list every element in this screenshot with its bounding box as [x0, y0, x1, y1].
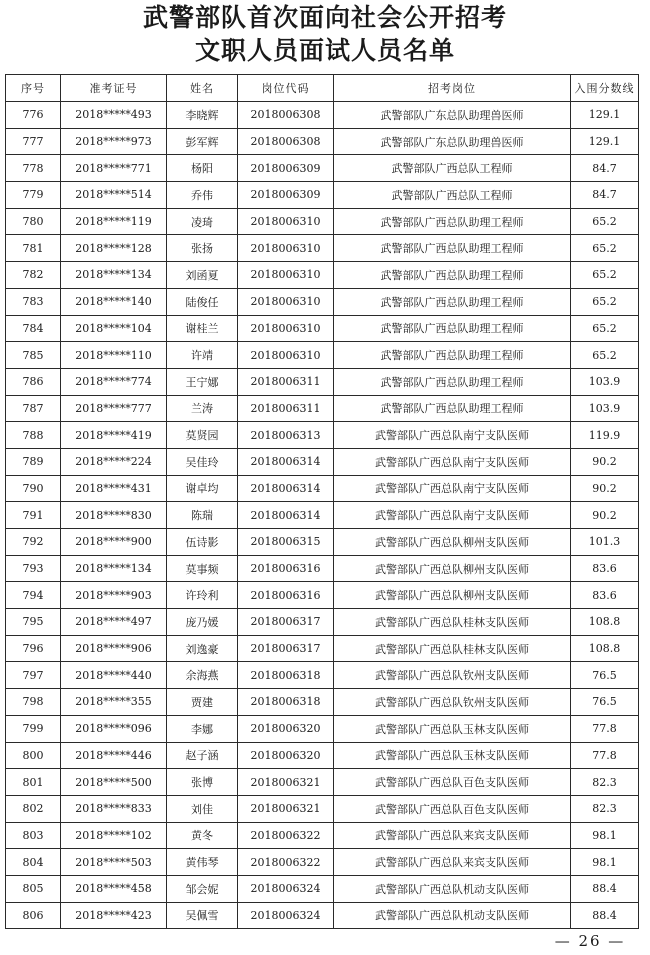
cell-name: 陆俊任: [167, 288, 238, 315]
cell-position: 武警部队广西总队工程师: [334, 182, 571, 209]
cell-name: 刘函夏: [167, 262, 238, 289]
cell-cutoff-score: 76.5: [571, 689, 639, 716]
cell-name: 许靖: [167, 342, 238, 369]
cell-serial-number: 806: [6, 902, 61, 929]
table-row: [6, 769, 639, 796]
cell-position-code: 2018006310: [238, 315, 334, 342]
cell-name: 邹会妮: [167, 875, 238, 902]
cell-admission-ticket: 2018*****419: [61, 422, 167, 449]
cell-cutoff-score: 82.3: [571, 795, 639, 822]
table-header-row: [6, 75, 639, 102]
cell-position-code: 2018006310: [238, 262, 334, 289]
cell-admission-ticket: 2018*****224: [61, 448, 167, 475]
cell-admission-ticket: 2018*****774: [61, 368, 167, 395]
table-row: [6, 662, 639, 689]
cell-position: 武警部队广西总队助理工程师: [334, 368, 571, 395]
cell-position-code: 2018006316: [238, 555, 334, 582]
cell-name: 余海燕: [167, 662, 238, 689]
cell-serial-number: 777: [6, 128, 61, 155]
document-title-line-2: 文职人员面试人员名单: [194, 36, 455, 65]
cell-cutoff-score: 65.2: [571, 208, 639, 235]
cell-serial-number: 778: [6, 155, 61, 182]
cell-serial-number: 801: [6, 769, 61, 796]
table-row: [6, 288, 639, 315]
page-number: — 26 —: [554, 932, 626, 950]
cell-position: 武警部队广西总队柳州支队医师: [334, 582, 571, 609]
cell-admission-ticket: 2018*****102: [61, 822, 167, 849]
cell-name: 贾建: [167, 689, 238, 716]
cell-position: 武警部队广西总队机动支队医师: [334, 875, 571, 902]
cell-serial-number: 797: [6, 662, 61, 689]
cell-serial-number: 802: [6, 795, 61, 822]
cell-position: 武警部队广西总队来宾支队医师: [334, 849, 571, 876]
cell-serial-number: 795: [6, 609, 61, 636]
cell-position: 武警部队广西总队工程师: [334, 155, 571, 182]
table-row: [6, 422, 639, 449]
cell-serial-number: 782: [6, 262, 61, 289]
cell-position: 武警部队广西总队玉林支队医师: [334, 715, 571, 742]
cell-serial-number: 791: [6, 502, 61, 529]
cell-admission-ticket: 2018*****503: [61, 849, 167, 876]
cell-name: 黄冬: [167, 822, 238, 849]
cell-cutoff-score: 108.8: [571, 609, 639, 636]
cell-position-code: 2018006310: [238, 342, 334, 369]
cell-cutoff-score: 65.2: [571, 342, 639, 369]
cell-position-code: 2018006311: [238, 368, 334, 395]
cell-position: 武警部队广西总队桂林支队医师: [334, 635, 571, 662]
cell-serial-number: 799: [6, 715, 61, 742]
cell-position-code: 2018006311: [238, 395, 334, 422]
cell-name: 张博: [167, 769, 238, 796]
cell-admission-ticket: 2018*****096: [61, 715, 167, 742]
table-row: [6, 262, 639, 289]
table-row: [6, 102, 639, 129]
cell-position: 武警部队广西总队柳州支队医师: [334, 555, 571, 582]
cell-position-code: 2018006310: [238, 288, 334, 315]
cell-position-code: 2018006318: [238, 689, 334, 716]
cell-admission-ticket: 2018*****119: [61, 208, 167, 235]
table-row: [6, 555, 639, 582]
table-row: [6, 689, 639, 716]
table-row: [6, 609, 639, 636]
cell-position: 武警部队广西总队钦州支队医师: [334, 689, 571, 716]
cell-position: 武警部队广西总队柳州支队医师: [334, 529, 571, 556]
cell-name: 赵子涵: [167, 742, 238, 769]
cell-cutoff-score: 76.5: [571, 662, 639, 689]
cell-admission-ticket: 2018*****497: [61, 609, 167, 636]
cell-cutoff-score: 90.2: [571, 502, 639, 529]
table-row: [6, 582, 639, 609]
table-row: [6, 822, 639, 849]
table-row: [6, 448, 639, 475]
cell-serial-number: 786: [6, 368, 61, 395]
table-row: [6, 182, 639, 209]
cell-name: 刘佳: [167, 795, 238, 822]
cell-name: 张扬: [167, 235, 238, 262]
cell-cutoff-score: 83.6: [571, 555, 639, 582]
cell-admission-ticket: 2018*****833: [61, 795, 167, 822]
table-row: [6, 155, 639, 182]
cell-cutoff-score: 103.9: [571, 368, 639, 395]
cell-name: 伍诗影: [167, 529, 238, 556]
cell-position-code: 2018006324: [238, 875, 334, 902]
cell-serial-number: 789: [6, 448, 61, 475]
cell-position-code: 2018006314: [238, 502, 334, 529]
cell-name: 谢卓均: [167, 475, 238, 502]
cell-admission-ticket: 2018*****104: [61, 315, 167, 342]
cell-serial-number: 788: [6, 422, 61, 449]
cell-cutoff-score: 90.2: [571, 475, 639, 502]
cell-admission-ticket: 2018*****514: [61, 182, 167, 209]
cell-cutoff-score: 119.9: [571, 422, 639, 449]
cell-position-code: 2018006320: [238, 742, 334, 769]
table-row: [6, 368, 639, 395]
cell-name: 庞乃媛: [167, 609, 238, 636]
cell-cutoff-score: 129.1: [571, 102, 639, 129]
cell-admission-ticket: 2018*****458: [61, 875, 167, 902]
cell-position: 武警部队广东总队助理兽医师: [334, 102, 571, 129]
cell-name: 吴佩雪: [167, 902, 238, 929]
header-name: 姓名: [167, 75, 238, 102]
cell-name: 莫事频: [167, 555, 238, 582]
cell-cutoff-score: 129.1: [571, 128, 639, 155]
cell-name: 凌琦: [167, 208, 238, 235]
cell-serial-number: 800: [6, 742, 61, 769]
cell-serial-number: 805: [6, 875, 61, 902]
table-row: [6, 208, 639, 235]
header-position-code: 岗位代码: [238, 75, 334, 102]
table-row: [6, 875, 639, 902]
table-body: [6, 102, 639, 929]
cell-admission-ticket: 2018*****134: [61, 555, 167, 582]
cell-position-code: 2018006310: [238, 208, 334, 235]
cell-position-code: 2018006317: [238, 635, 334, 662]
cell-serial-number: 790: [6, 475, 61, 502]
cell-serial-number: 776: [6, 102, 61, 129]
table-row: [6, 475, 639, 502]
cell-cutoff-score: 65.2: [571, 315, 639, 342]
cell-position-code: 2018006320: [238, 715, 334, 742]
cell-admission-ticket: 2018*****134: [61, 262, 167, 289]
cell-position: 武警部队广西总队南宁支队医师: [334, 422, 571, 449]
cell-position-code: 2018006324: [238, 902, 334, 929]
cell-position: 武警部队广西总队助理工程师: [334, 395, 571, 422]
cell-cutoff-score: 84.7: [571, 155, 639, 182]
cell-position: 武警部队广西总队南宁支队医师: [334, 448, 571, 475]
cell-cutoff-score: 82.3: [571, 769, 639, 796]
cell-serial-number: 796: [6, 635, 61, 662]
cell-position-code: 2018006314: [238, 448, 334, 475]
cell-serial-number: 785: [6, 342, 61, 369]
cell-admission-ticket: 2018*****140: [61, 288, 167, 315]
cell-name: 黄伟琴: [167, 849, 238, 876]
header-admission-ticket: 准考证号: [61, 75, 167, 102]
table-row: [6, 395, 639, 422]
cell-position: 武警部队广西总队机动支队医师: [334, 902, 571, 929]
cell-admission-ticket: 2018*****431: [61, 475, 167, 502]
cell-cutoff-score: 88.4: [571, 902, 639, 929]
cell-position-code: 2018006315: [238, 529, 334, 556]
cell-serial-number: 783: [6, 288, 61, 315]
table-row: [6, 502, 639, 529]
cell-position: 武警部队广西总队玉林支队医师: [334, 742, 571, 769]
header-serial-number: 序号: [6, 75, 61, 102]
cell-cutoff-score: 84.7: [571, 182, 639, 209]
table-row: [6, 529, 639, 556]
header-position: 招考岗位: [334, 75, 571, 102]
cell-position-code: 2018006321: [238, 795, 334, 822]
cell-cutoff-score: 90.2: [571, 448, 639, 475]
cell-cutoff-score: 65.2: [571, 262, 639, 289]
cell-position: 武警部队广西总队南宁支队医师: [334, 475, 571, 502]
cell-serial-number: 784: [6, 315, 61, 342]
cell-name: 彭军辉: [167, 128, 238, 155]
table-row: [6, 128, 639, 155]
cell-cutoff-score: 103.9: [571, 395, 639, 422]
cell-admission-ticket: 2018*****500: [61, 769, 167, 796]
cell-name: 王宁娜: [167, 368, 238, 395]
cell-position: 武警部队广西总队百色支队医师: [334, 769, 571, 796]
cell-admission-ticket: 2018*****446: [61, 742, 167, 769]
cell-serial-number: 804: [6, 849, 61, 876]
cell-serial-number: 780: [6, 208, 61, 235]
cell-admission-ticket: 2018*****906: [61, 635, 167, 662]
cell-position-code: 2018006321: [238, 769, 334, 796]
cell-name: 许玲利: [167, 582, 238, 609]
cell-cutoff-score: 77.8: [571, 742, 639, 769]
document-title-line-1: 武警部队首次面向社会公开招考: [142, 3, 507, 32]
cell-position: 武警部队广西总队桂林支队医师: [334, 609, 571, 636]
cell-position: 武警部队广西总队助理工程师: [334, 208, 571, 235]
cell-serial-number: 793: [6, 555, 61, 582]
cell-serial-number: 779: [6, 182, 61, 209]
cell-position: 武警部队广西总队南宁支队医师: [334, 502, 571, 529]
cell-admission-ticket: 2018*****110: [61, 342, 167, 369]
cell-position-code: 2018006309: [238, 155, 334, 182]
cell-name: 刘逸豪: [167, 635, 238, 662]
cell-cutoff-score: 98.1: [571, 849, 639, 876]
cell-position-code: 2018006313: [238, 422, 334, 449]
cell-position-code: 2018006310: [238, 235, 334, 262]
cell-position-code: 2018006309: [238, 182, 334, 209]
cell-name: 陈瑞: [167, 502, 238, 529]
cell-cutoff-score: 108.8: [571, 635, 639, 662]
cell-cutoff-score: 88.4: [571, 875, 639, 902]
cell-admission-ticket: 2018*****830: [61, 502, 167, 529]
cell-position-code: 2018006314: [238, 475, 334, 502]
cell-admission-ticket: 2018*****355: [61, 689, 167, 716]
header-cutoff-score: 入围分数线: [571, 75, 639, 102]
cell-position-code: 2018006322: [238, 822, 334, 849]
cell-admission-ticket: 2018*****423: [61, 902, 167, 929]
cell-position-code: 2018006316: [238, 582, 334, 609]
table-row: [6, 742, 639, 769]
cell-position: 武警部队广西总队助理工程师: [334, 315, 571, 342]
cell-position-code: 2018006308: [238, 102, 334, 129]
cell-cutoff-score: 65.2: [571, 288, 639, 315]
cell-position: 武警部队广西总队钦州支队医师: [334, 662, 571, 689]
cell-serial-number: 787: [6, 395, 61, 422]
cell-position: 武警部队广西总队助理工程师: [334, 262, 571, 289]
cell-cutoff-score: 83.6: [571, 582, 639, 609]
cell-cutoff-score: 65.2: [571, 235, 639, 262]
cell-name: 兰涛: [167, 395, 238, 422]
cell-name: 吴佳玲: [167, 448, 238, 475]
cell-serial-number: 803: [6, 822, 61, 849]
cell-name: 李晓辉: [167, 102, 238, 129]
cell-admission-ticket: 2018*****493: [61, 102, 167, 129]
table-row: [6, 235, 639, 262]
cell-admission-ticket: 2018*****777: [61, 395, 167, 422]
cell-serial-number: 781: [6, 235, 61, 262]
cell-name: 乔伟: [167, 182, 238, 209]
cell-admission-ticket: 2018*****973: [61, 128, 167, 155]
table-row: [6, 315, 639, 342]
cell-position-code: 2018006318: [238, 662, 334, 689]
table-row: [6, 635, 639, 662]
cell-serial-number: 792: [6, 529, 61, 556]
cell-position-code: 2018006308: [238, 128, 334, 155]
cell-cutoff-score: 77.8: [571, 715, 639, 742]
table-row: [6, 715, 639, 742]
cell-position: 武警部队广西总队百色支队医师: [334, 795, 571, 822]
cell-admission-ticket: 2018*****440: [61, 662, 167, 689]
candidate-table: [5, 74, 639, 929]
table-row: [6, 902, 639, 929]
cell-name: 杨阳: [167, 155, 238, 182]
cell-cutoff-score: 101.3: [571, 529, 639, 556]
cell-admission-ticket: 2018*****903: [61, 582, 167, 609]
cell-name: 谢桂兰: [167, 315, 238, 342]
cell-serial-number: 798: [6, 689, 61, 716]
table-row: [6, 795, 639, 822]
cell-position: 武警部队广西总队助理工程师: [334, 288, 571, 315]
table-row: [6, 342, 639, 369]
cell-cutoff-score: 98.1: [571, 822, 639, 849]
cell-name: 莫贤园: [167, 422, 238, 449]
cell-position-code: 2018006322: [238, 849, 334, 876]
cell-position-code: 2018006317: [238, 609, 334, 636]
cell-position: 武警部队广西总队助理工程师: [334, 342, 571, 369]
table-row: [6, 849, 639, 876]
cell-admission-ticket: 2018*****900: [61, 529, 167, 556]
cell-admission-ticket: 2018*****771: [61, 155, 167, 182]
cell-position: 武警部队广西总队来宾支队医师: [334, 822, 571, 849]
cell-name: 李娜: [167, 715, 238, 742]
cell-position: 武警部队广西总队助理工程师: [334, 235, 571, 262]
cell-admission-ticket: 2018*****128: [61, 235, 167, 262]
cell-serial-number: 794: [6, 582, 61, 609]
cell-position: 武警部队广东总队助理兽医师: [334, 128, 571, 155]
